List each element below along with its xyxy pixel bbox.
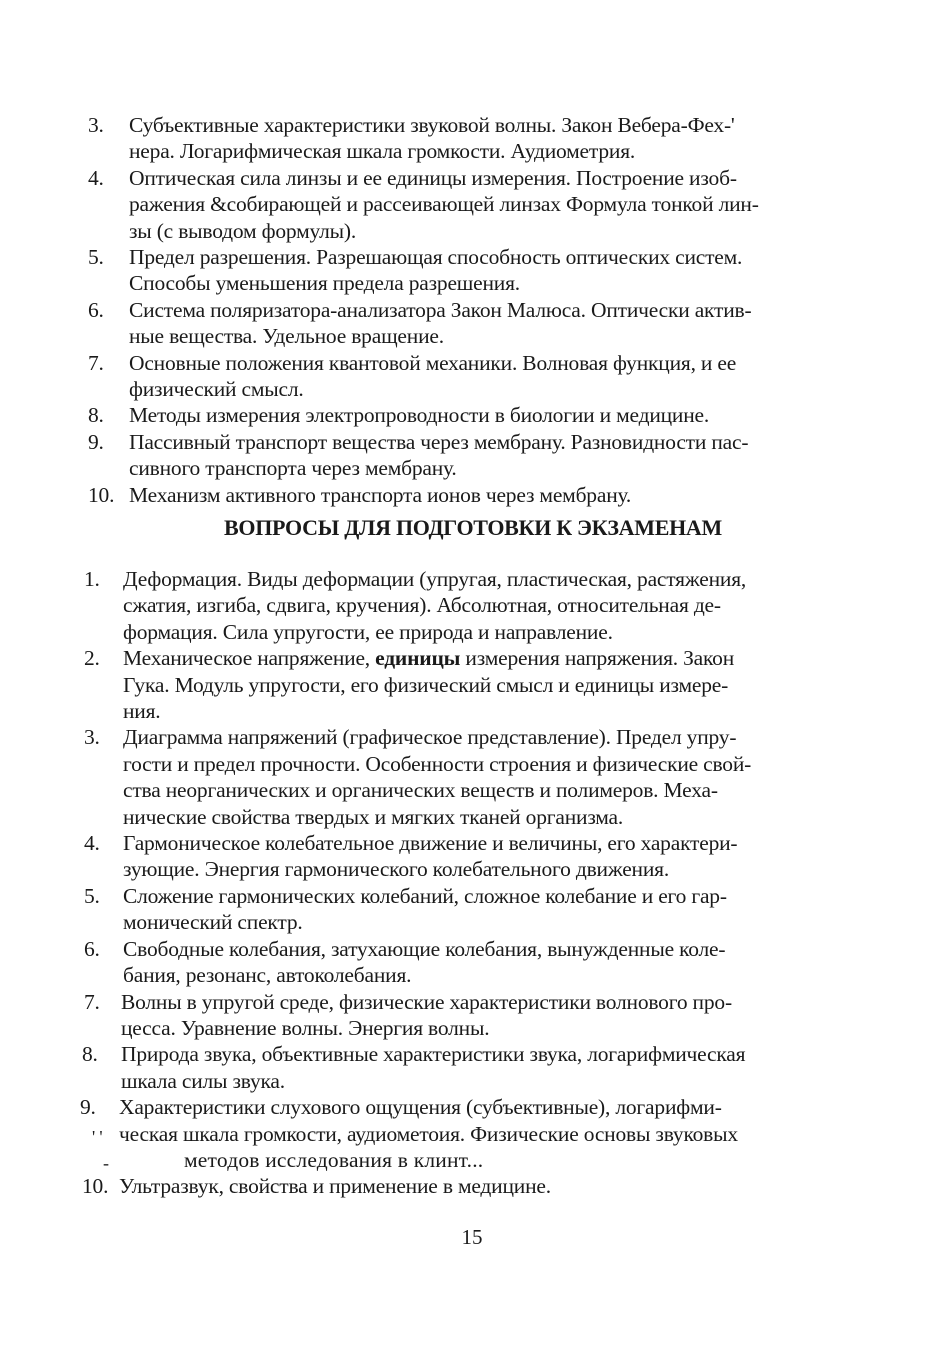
item-text-line: сивного транспорта через мембрану.: [129, 456, 457, 481]
item-number: 3.: [88, 113, 104, 137]
item-text-line: физический смысл.: [129, 377, 304, 402]
item-number: 10.: [82, 1174, 109, 1199]
item-text-line: Деформация. Виды деформации (упругая, пластическая, растяжения,: [123, 567, 747, 591]
item-text-line: Гармоническое колебательное движение и величины, его характери-: [123, 831, 738, 856]
item-number: 9.: [88, 429, 104, 454]
list-item: [0, 989, 938, 1042]
list-item: [0, 112, 938, 165]
item-text-line: Сложение гармонических колебаний, сложное колебание и его гар-: [123, 883, 727, 908]
item-text-line: нера. Логарифмическая шкала громкости. Аудиометрия.: [129, 139, 636, 164]
item-text-line: [123, 645, 938, 671]
stray-dash-mark: -: [103, 1153, 109, 1174]
item-number: 8.: [88, 403, 104, 428]
item-number: 6.: [84, 936, 100, 961]
list-item: [0, 936, 938, 989]
exam-question-list: [0, 566, 938, 1200]
item-text-line: ния.: [123, 699, 161, 724]
item-number: 8.: [82, 1042, 98, 1067]
item-number: 6.: [88, 297, 104, 322]
item-text-line: зующие. Энергия гармонического колебательного движения.: [123, 857, 670, 882]
stray-quote-mark: ' ': [92, 1127, 103, 1148]
item-number: 5.: [88, 245, 104, 270]
list-item: [0, 297, 938, 350]
list-item: [0, 1173, 938, 1199]
item-text-line: Система поляризатора-анализатора Закон Малюса. Оптически актив-: [129, 297, 752, 322]
item-text-line: ческая шкала громкости, аудиометоия. Физические основы звуковых: [119, 1121, 738, 1146]
item-number: 7.: [84, 989, 100, 1014]
item-number: 10.: [88, 482, 115, 507]
item-text-line: Механизм активного транспорта ионов через мембрану.: [129, 482, 632, 507]
item-number: 3.: [84, 725, 100, 750]
item-number: 1.: [84, 567, 100, 591]
item-text-line: цесса. Уравнение волны. Энергия волны.: [121, 1015, 490, 1040]
item-text-line: ражения &собирающей и рассеивающей линзах Формула тонкой лин-: [129, 192, 759, 217]
item-number: 5.: [84, 883, 100, 908]
list-item: [0, 724, 938, 830]
item-number: 2.: [84, 646, 100, 671]
item-text-line: методов исследования в клинт...: [184, 1147, 484, 1172]
item-text-line: Предел разрешения. Разрешающая способность оптических систем.: [129, 245, 743, 270]
item-text-line: Субъективные характеристики звуковой волны. Закон Вебера-Фех-': [129, 113, 735, 137]
item-text-line: сжатия, изгиба, сдвига, кручения). Абсолютная, относительная де-: [123, 593, 721, 618]
list-item: [0, 402, 938, 428]
item-text-line: формация. Сила упругости, ее природа и направление.: [123, 619, 613, 644]
item-number: 7.: [88, 350, 104, 375]
item-text-segment: Механическое напряжение,: [123, 646, 376, 671]
item-text-line: шкала силы звука.: [121, 1068, 285, 1093]
list-item: [0, 429, 938, 482]
item-number: 9.: [80, 1095, 96, 1120]
item-text-line: гости и предел прочности. Особенности строения и физические свой-: [123, 751, 752, 776]
item-text-line: Волны в упругой среде, физические характеристики волнового про-: [121, 989, 732, 1014]
item-text-line: Природа звука, объективные характеристики звука, логарифмическая: [121, 1042, 746, 1067]
item-text-line: бания, резонанс, автоколебания.: [123, 963, 412, 988]
item-text-line: нические свойства твердых и мягких тканей организма.: [123, 804, 624, 829]
list-item: [0, 883, 938, 936]
question-list-top: [0, 112, 938, 508]
item-text-line: Диаграмма напряжений (графическое представление). Предел упру-: [123, 725, 737, 750]
item-text-line: Гука. Модуль упругости, его физический смысл и единицы измере-: [123, 672, 729, 697]
item-text-line: Методы измерения электропроводности в биологии и медицине.: [129, 403, 710, 428]
item-text-line: зы (с выводом формулы).: [129, 218, 357, 243]
list-item: [0, 566, 938, 645]
item-text-line: Оптическая сила линзы и ее единицы измерения. Построение изоб-: [129, 165, 737, 190]
list-item: [0, 244, 938, 297]
item-text-line: Пассивный транспорт вещества через мембрану. Разновидности пас-: [129, 429, 749, 454]
list-item: [0, 165, 938, 244]
item-text-line: Свободные колебания, затухающие колебания, вынужденные коле-: [123, 936, 726, 961]
section-heading: ВОПРОСЫ ДЛЯ ПОДГОТОВКИ К ЭКЗАМЕНАМ: [224, 515, 722, 540]
item-text-line: Способы уменьшения предела разрешения.: [129, 271, 520, 296]
item-text-line: Характеристики слухового ощущения (субъективные), логарифми-: [119, 1095, 722, 1120]
list-item: [0, 350, 938, 403]
item-text-line: Ультразвук, свойства и применение в медицине.: [119, 1174, 551, 1199]
list-item: [0, 1094, 938, 1173]
list-item: [0, 1041, 938, 1094]
item-text-line: Основные положения квантовой механики. Волновая функция, и ее: [129, 350, 737, 375]
item-number: 4.: [88, 165, 104, 190]
item-number: 4.: [84, 831, 100, 856]
item-text-bold: единицы: [375, 646, 461, 671]
list-item: [0, 645, 938, 724]
list-item: [0, 482, 938, 508]
item-text-segment: измерения напряжения. Закон: [460, 646, 735, 671]
page-number: 15: [461, 1225, 483, 1249]
item-text-line: ные вещества. Удельное вращение.: [129, 324, 444, 349]
item-text-line: монический спектр.: [123, 910, 303, 935]
list-item: [0, 830, 938, 883]
item-text-line: ства неорганических и органических веществ и полимеров. Меха-: [123, 778, 718, 803]
